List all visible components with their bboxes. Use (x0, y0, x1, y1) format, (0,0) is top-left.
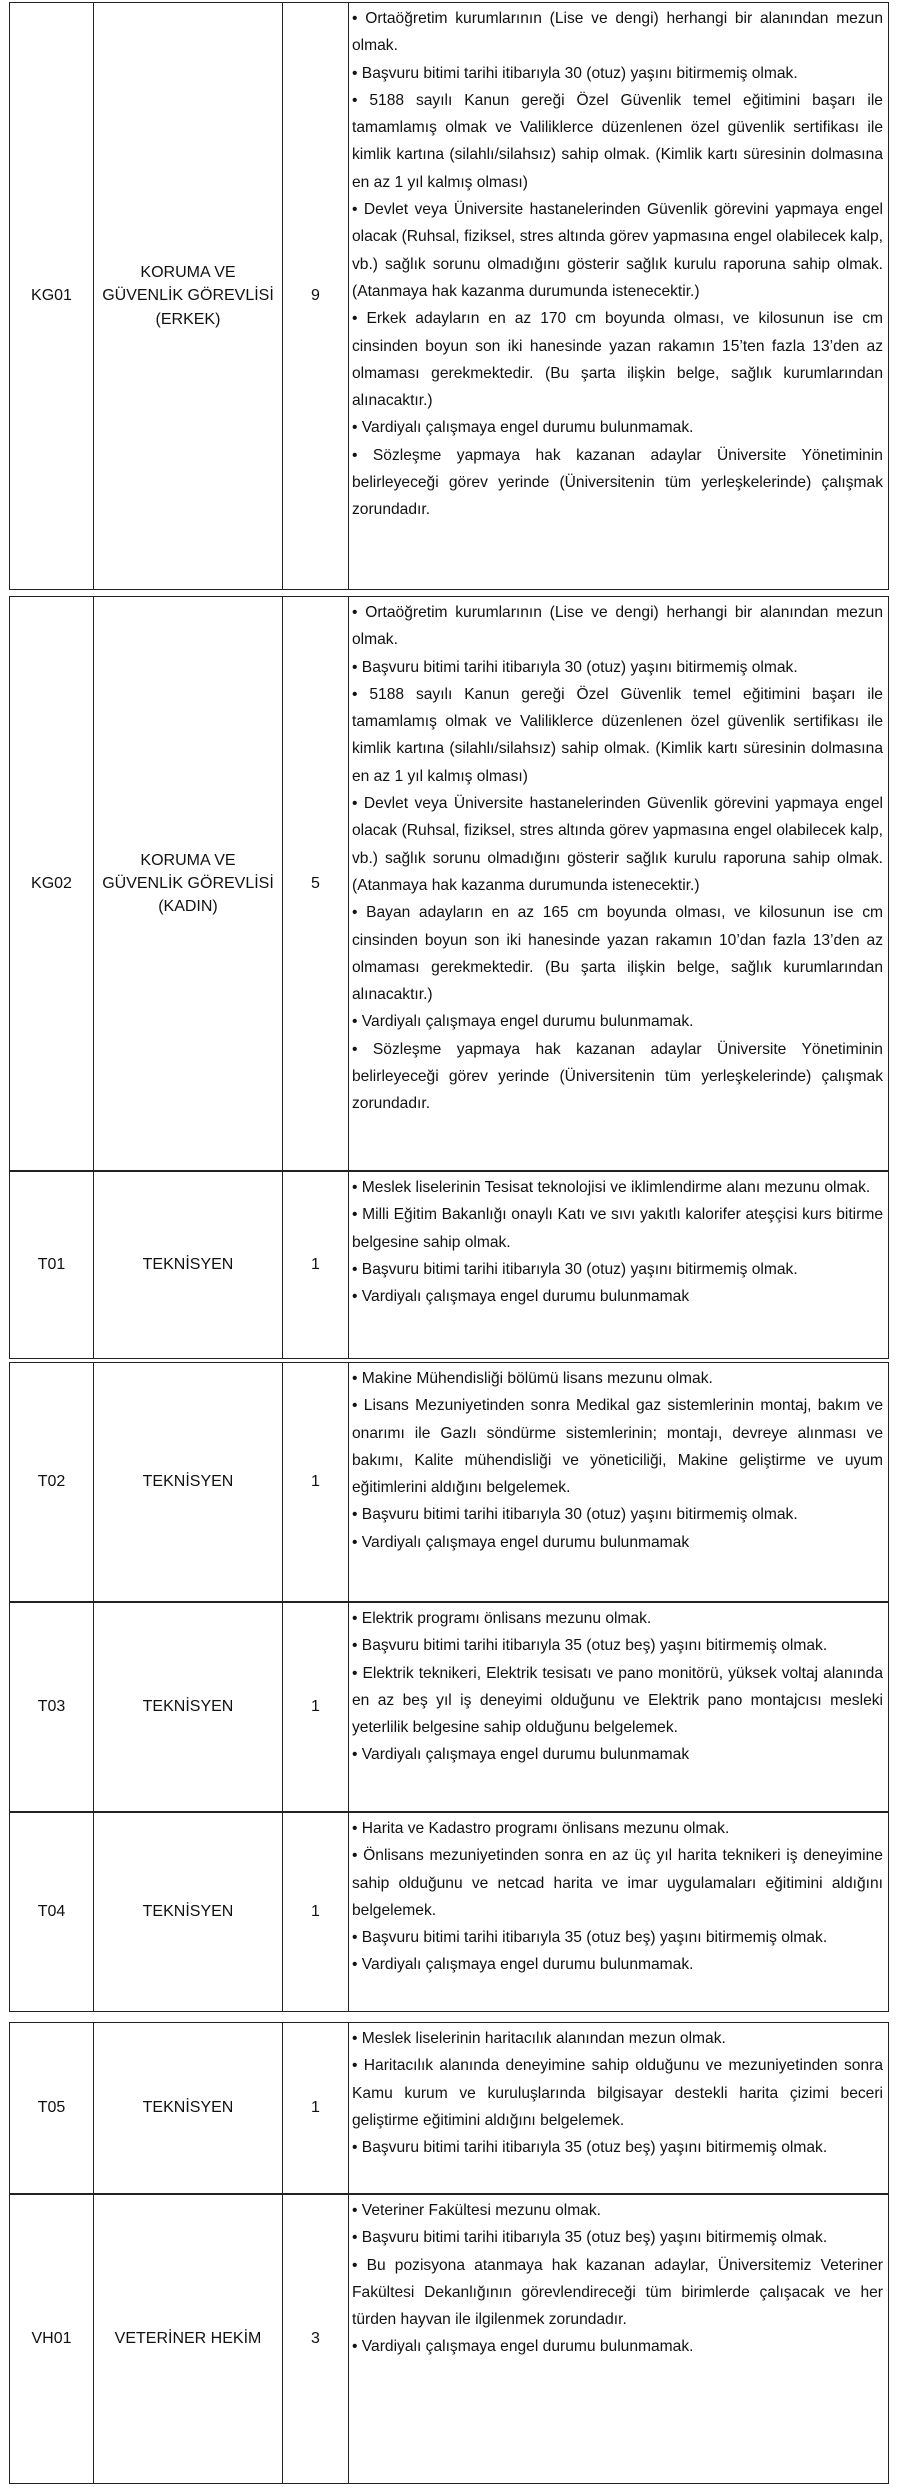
position-count: 9 (283, 3, 349, 589)
position-code: T04 (10, 1813, 94, 2011)
position-title-line: TEKNİSYEN (142, 1698, 234, 1716)
position-count: 3 (283, 2195, 349, 2483)
requirement-item: • Harita ve Kadastro programı önlisans mezunu olmak. (352, 1815, 883, 1842)
requirement-item: • Devlet veya Üniversite hastanelerinden Güvenlik görevini yapmaya engel olacak (Ruhsal, fiziksel, stres altında görev yapmasına engel olabilecek kalp, vb.) sağlık sorunu olmadığını gösterir sağlık kurulu raporuna sahip olmak. (Atanmaya hak kazanma durumunda istenecektir.) (352, 196, 883, 305)
requirement-item: • Ortaöğretim kurumlarının (Lise ve dengi) herhangi bir alanından mezun olmak. (352, 5, 883, 60)
requirements-list (349, 597, 888, 1170)
requirement-item: • Başvuru bitimi tarihi itibarıyla 35 (otuz beş) yaşını bitirmemiş olmak. (352, 2134, 883, 2161)
requirement-item: • Başvuru bitimi tarihi itibarıyla 30 (otuz) yaşını bitirmemiş olmak. (352, 1256, 883, 1283)
position-title-line: TEKNİSYEN (142, 2099, 234, 2117)
requirement-item: • Veteriner Fakültesi mezunu olmak. (352, 2197, 883, 2224)
requirement-item: • Önlisans mezuniyetinden sonra en az üç yıl harita teknikeri iş deneyimine sahip olduğunu ve netcad harita ve imar uygulamaları eğitimini aldığını belgelemek. (352, 1842, 883, 1924)
requirement-item: • Vardiyalı çalışmaya engel durumu bulunmamak (352, 1741, 883, 1768)
position-code: T03 (10, 1603, 94, 1811)
requirement-item: • Meslek liselerinin Tesisat teknolojisi ve iklimlendirme alanı mezunu olmak. (352, 1174, 883, 1201)
position-title (94, 3, 283, 589)
position-count: 1 (283, 1813, 349, 2011)
position-title-line: KORUMA VE (140, 264, 236, 282)
requirements-list (349, 1172, 888, 1358)
table-row (9, 596, 889, 1171)
requirements-list (349, 1363, 888, 1601)
requirement-item: • Vardiyalı çalışmaya engel durumu bulunmamak. (352, 1008, 883, 1035)
position-title (94, 597, 283, 1170)
position-code: VH01 (10, 2195, 94, 2483)
table-row (9, 1362, 889, 1602)
requirement-item: • Vardiyalı çalışmaya engel durumu bulunmamak (352, 1529, 883, 1556)
position-count: 1 (283, 1603, 349, 1811)
requirement-item: • Vardiyalı çalışmaya engel durumu bulunmamak. (352, 1951, 883, 1978)
requirement-item: • Haritacılık alanında deneyimine sahip olduğunu ve mezuniyetinden sonra Kamu kurum ve kuruluşlarında bilgisayar destekli harita çizimi beceri geliştirme eğitimini aldığını belgelemek. (352, 2052, 883, 2134)
position-code: T05 (10, 2023, 94, 2193)
position-count: 1 (283, 1172, 349, 1358)
requirement-item: • Makine Mühendisliği bölümü lisans mezunu olmak. (352, 1365, 883, 1392)
requirement-item: • Vardiyalı çalışmaya engel durumu bulunmamak. (352, 2333, 883, 2360)
requirement-item: • Elektrik teknikeri, Elektrik tesisatı ve pano monitörü, yüksek voltaj alanında en az beş yıl iş deneyimi olduğunu ve Elektrik pano montajcısı mesleki yeterlilik belgesine sahip olduğunu belgelemek. (352, 1660, 883, 1742)
requirement-item: • Bayan adayların en az 165 cm boyunda olması, ve kilosunun ise cm cinsinden boyun son iki hanesinde yazan rakamın 10’dan fazla 13’den az olmaması gerekmektedir. (Bu şarta ilişkin belge, sağlık kurumlarından alınacaktır.) (352, 899, 883, 1008)
position-title-line: GÜVENLİK GÖREVLİSİ (102, 287, 274, 305)
requirement-item: • Bu pozisyona atanmaya hak kazanan adaylar, Üniversitemiz Veteriner Fakültesi Dekanlığının görevlendireceği tüm birimlerde çalışacak ve her türden hayvan ile ilgilenmek zorundadır. (352, 2252, 883, 2334)
position-title-line: TEKNİSYEN (142, 1903, 234, 1921)
requirement-item: • Başvuru bitimi tarihi itibarıyla 35 (otuz beş) yaşını bitirmemiş olmak. (352, 1632, 883, 1659)
requirements-list (349, 2023, 888, 2193)
requirement-item: • Başvuru bitimi tarihi itibarıyla 30 (otuz) yaşını bitirmemiş olmak. (352, 60, 883, 87)
table-row (9, 1171, 889, 1359)
table-row (9, 2022, 889, 2194)
position-title-line: GÜVENLİK GÖREVLİSİ (102, 874, 274, 892)
position-title-line: TEKNİSYEN (142, 1256, 234, 1274)
requirement-item: • Başvuru bitimi tarihi itibarıyla 35 (otuz beş) yaşını bitirmemiş olmak. (352, 2224, 883, 2251)
table-row (9, 2, 889, 590)
position-title-line: KORUMA VE (140, 851, 236, 869)
requirement-item: • Erkek adayların en az 170 cm boyunda olması, ve kilosunun ise cm cinsinden boyun son iki hanesinde yazan rakamın 15’ten fazla 13’den az olmaması gerekmektedir. (Bu şarta ilişkin belge, sağlık kurumlarından alınacaktır.) (352, 305, 883, 414)
requirement-item: • Vardiyalı çalışmaya engel durumu bulunmamak (352, 1283, 883, 1310)
requirements-list (349, 2195, 888, 2483)
requirement-item: • Sözleşme yapmaya hak kazanan adaylar Üniversite Yönetiminin belirleyeceği görev yerinde (Üniversitenin tüm yerleşkelerinde) çalışmak zorundadır. (352, 442, 883, 524)
table-row (9, 1602, 889, 1812)
requirement-item: • Devlet veya Üniversite hastanelerinden Güvenlik görevini yapmaya engel olacak (Ruhsal, fiziksel, stres altında görev yapmasına engel olabilecek kalp, vb.) sağlık sorunu olmadığını gösterir sağlık kurulu raporuna sahip olmak. (Atanmaya hak kazanma durumunda istenecektir.) (352, 790, 883, 899)
position-code: T01 (10, 1172, 94, 1358)
position-title (94, 1813, 283, 2011)
requirements-list (349, 1813, 888, 2011)
table-row (9, 1812, 889, 2012)
requirement-item: • Başvuru bitimi tarihi itibarıyla 30 (otuz) yaşını bitirmemiş olmak. (352, 654, 883, 681)
requirement-item: • Ortaöğretim kurumlarının (Lise ve dengi) herhangi bir alanından mezun olmak. (352, 599, 883, 654)
requirements-list (349, 1603, 888, 1811)
requirement-item: • Vardiyalı çalışmaya engel durumu bulunmamak. (352, 414, 883, 441)
requirement-item: • Sözleşme yapmaya hak kazanan adaylar Üniversite Yönetiminin belirleyeceği görev yerinde (Üniversitenin tüm yerleşkelerinde) çalışmak zorundadır. (352, 1036, 883, 1118)
requirement-item: • 5188 sayılı Kanun gereği Özel Güvenlik temel eğitimini başarı ile tamamlamış olmak ve Valiliklerce düzenlenen özel güvenlik sertifikası ile kimlik kartına (silahlı/silahsız) sahip olmak. (Kimlik kartı süresinin dolmasına en az 1 yıl kalmış olması) (352, 681, 883, 790)
requirement-item: • Başvuru bitimi tarihi itibarıyla 30 (otuz) yaşını bitirmemiş olmak. (352, 1501, 883, 1528)
position-title (94, 1363, 283, 1601)
position-title-line: (KADIN) (158, 898, 218, 916)
position-title-line: (ERKEK) (155, 310, 221, 328)
position-title-line: VETERİNER HEKİM (114, 2330, 262, 2348)
position-title (94, 1172, 283, 1358)
table-row (9, 2194, 889, 2484)
requirement-item: • 5188 sayılı Kanun gereği Özel Güvenlik temel eğitimini başarı ile tamamlamış olmak ve Valiliklerce düzenlenen özel güvenlik sertifikası ile kimlik kartına (silahlı/silahsız) sahip olmak. (Kimlik kartı süresinin dolmasına en az 1 yıl kalmış olması) (352, 87, 883, 196)
requirement-item: • Lisans Mezuniyetinden sonra Medikal gaz sistemlerinin montaj, bakım ve onarımı ile Gazlı söndürme sistemlerinin; montajı, devreye alınması ve bakımı, Kalite mühendisliği ve yöneticiliği, Makine geliştirme ve uyum eğitimlerini aldığını belgelemek. (352, 1392, 883, 1501)
requirements-list (349, 3, 888, 589)
requirement-item: • Başvuru bitimi tarihi itibarıyla 35 (otuz beş) yaşını bitirmemiş olmak. (352, 1924, 883, 1951)
position-title (94, 1603, 283, 1811)
position-code: KG02 (10, 597, 94, 1170)
position-title (94, 2195, 283, 2483)
requirement-item: • Milli Eğitim Bakanlığı onaylı Katı ve sıvı yakıtlı kalorifer ateşçisi kurs bitirme belgesine sahip olmak. (352, 1201, 883, 1256)
position-count: 1 (283, 1363, 349, 1601)
position-code: KG01 (10, 3, 94, 589)
position-count: 1 (283, 2023, 349, 2193)
requirement-item: • Meslek liselerinin haritacılık alanından mezun olmak. (352, 2025, 883, 2052)
position-count: 5 (283, 597, 349, 1170)
requirement-item: • Elektrik programı önlisans mezunu olmak. (352, 1605, 883, 1632)
position-title-line: TEKNİSYEN (142, 1473, 234, 1491)
position-title (94, 2023, 283, 2193)
position-code: T02 (10, 1363, 94, 1601)
